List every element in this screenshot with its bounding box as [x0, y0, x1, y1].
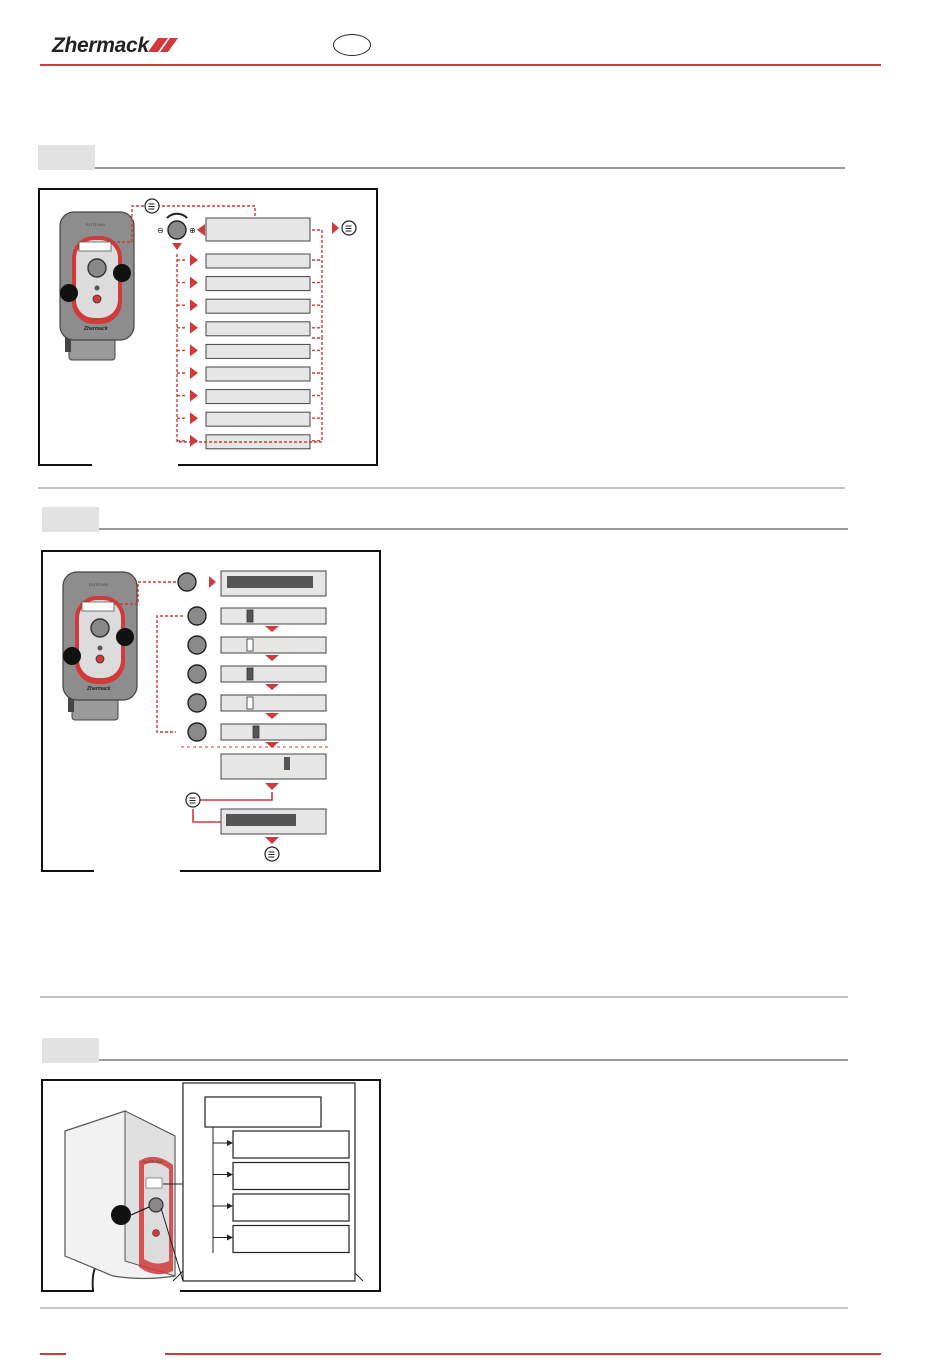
svg-text:ELITE MIX: ELITE MIX	[89, 582, 109, 587]
section-1-tab	[38, 145, 95, 170]
step-row	[188, 607, 326, 632]
section-2-end-rule	[40, 996, 848, 998]
svg-text:Zhermack: Zhermack	[87, 686, 111, 692]
footer-rule-right	[165, 1353, 881, 1355]
menu-item-display	[177, 299, 322, 313]
menu-item-display	[177, 390, 322, 404]
display-option-box	[213, 1131, 349, 1158]
step-row	[188, 636, 326, 661]
brand-mark-icon	[146, 36, 180, 54]
frame-gap	[94, 867, 180, 874]
section-3-end-rule	[40, 1307, 848, 1309]
menu-item-display	[177, 344, 322, 358]
menu-item-display	[177, 277, 322, 291]
section-3-tab	[42, 1038, 99, 1063]
svg-text:ELITE MIX: ELITE MIX	[143, 1159, 163, 1164]
menu-navigation-figure	[38, 188, 378, 466]
menu-items-column	[177, 254, 322, 449]
frame-gap	[94, 1288, 180, 1294]
menu-item-display	[177, 322, 322, 336]
svg-text:⊕: ⊕	[189, 226, 196, 235]
svg-text:⊖: ⊖	[157, 226, 164, 235]
section-2-tab	[42, 507, 99, 532]
value-setting-diagram	[43, 552, 379, 870]
device-3d-illustration	[65, 1111, 175, 1290]
menu-button-icon	[186, 793, 200, 807]
menu-navigation-diagram	[40, 190, 376, 464]
step-row	[178, 571, 326, 596]
section-1-end-rule	[38, 487, 845, 489]
menu-item-display	[177, 367, 322, 381]
rotary-knob-icon	[157, 214, 196, 239]
footer-rule-left	[40, 1353, 66, 1355]
menu-exit-icon	[342, 221, 356, 235]
section-1-rule	[95, 167, 845, 169]
display-option-box	[213, 1194, 349, 1221]
device-display-figure	[41, 1079, 381, 1292]
device-display-diagram	[43, 1081, 379, 1290]
menu-item-display	[177, 254, 322, 268]
header-divider	[40, 64, 881, 66]
device-illustration	[63, 572, 137, 720]
brand-name: Zhermack	[52, 34, 149, 57]
svg-text:ELITE MIX: ELITE MIX	[86, 222, 106, 227]
value-setting-figure	[41, 550, 381, 872]
display-option-box	[213, 1226, 349, 1253]
frame-gap	[92, 462, 178, 468]
menu-exit-icon	[265, 847, 279, 861]
step-knobs	[178, 571, 326, 748]
step-row	[188, 665, 326, 690]
device-illustration	[60, 212, 134, 360]
step-row	[188, 694, 326, 719]
brand-logo	[52, 30, 182, 60]
svg-text:Zhermack: Zhermack	[84, 326, 108, 332]
section-2-rule	[99, 528, 848, 530]
display-option-box	[213, 1163, 349, 1190]
step-row	[188, 723, 326, 748]
language-badge	[333, 34, 371, 56]
menu-item-display	[177, 412, 322, 426]
menu-button-icon	[145, 199, 159, 213]
section-3-rule	[99, 1059, 848, 1061]
